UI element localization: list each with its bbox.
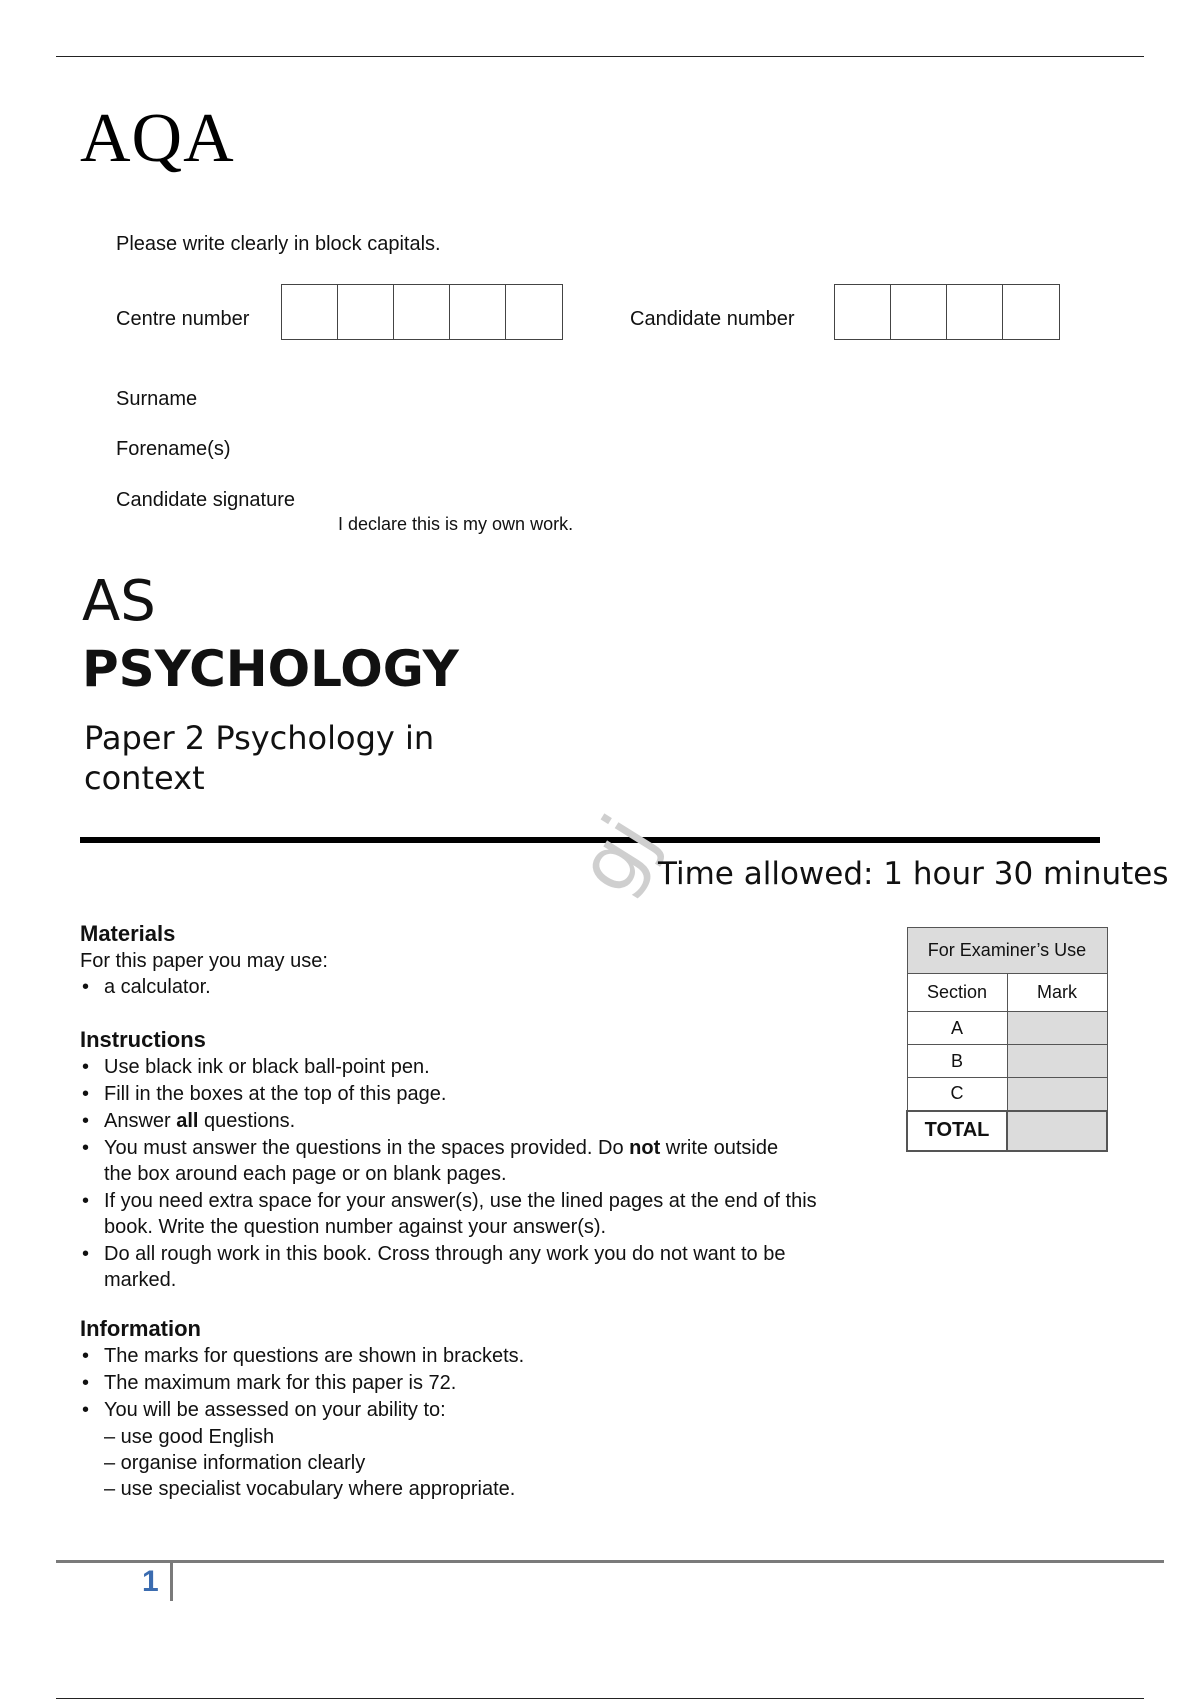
examiner-use-table [906, 927, 1108, 1152]
candidate-number-box[interactable] [1003, 285, 1059, 339]
instruction-item: • Answer all questions. [80, 1108, 860, 1134]
footer-rule [56, 1560, 1164, 1563]
mark-cell [1007, 1045, 1107, 1078]
examiner-use-title: For Examiner’s Use [907, 928, 1107, 974]
instruction-item: • Use black ink or black ball-point pen. [80, 1054, 860, 1080]
total-label: TOTAL [907, 1111, 1007, 1151]
materials-section [80, 920, 860, 1001]
centre-number-box[interactable] [450, 285, 506, 339]
declaration-text: I declare this is my own work. [338, 514, 574, 534]
mark-column-header: Mark [1007, 974, 1107, 1012]
candidate-number-box[interactable] [947, 285, 1003, 339]
materials-item: • a calculator. [80, 974, 860, 1000]
candidate-number-box[interactable] [835, 285, 891, 339]
paper-title: Paper 2 Psychology in context [84, 719, 435, 797]
centre-number-label: Centre number [116, 308, 250, 330]
qualification-level: AS [82, 569, 156, 634]
subject-title: PSYCHOLOGY [82, 640, 459, 698]
information-heading: Information [80, 1316, 201, 1341]
information-section [80, 1315, 860, 1502]
watermark: gj [560, 800, 675, 910]
instruction-item: • Do all rough work in this book. Cross through any work you do not want to be marked. [80, 1241, 844, 1293]
centre-number-box[interactable] [506, 285, 562, 339]
instruction-item: • If you need extra space for your answer(s), use the lined pages at the end of this book. Write the question number against your answer(s). [80, 1188, 864, 1240]
signature-label: Candidate signature [116, 489, 296, 511]
forenames-label: Forename(s) [116, 438, 231, 460]
table-row [907, 1045, 1107, 1078]
table-row [907, 1012, 1107, 1045]
total-row [907, 1111, 1107, 1151]
instruction-item: • Fill in the boxes at the top of this page. [80, 1081, 860, 1107]
candidate-number-label: Candidate number [630, 308, 795, 330]
candidate-number-boxes[interactable] [834, 284, 1060, 340]
instruction-item: • You must answer the questions in the spaces provided. Do not write outside the box around each page or on blank pages. [80, 1135, 804, 1187]
centre-number-boxes[interactable] [281, 284, 563, 340]
section-cell: C [907, 1078, 1007, 1111]
assessment-point: – organise information clearly [104, 1452, 366, 1474]
assessment-point: – use specialist vocabulary where appropriate. [104, 1478, 516, 1500]
page-number: 1 [142, 1565, 159, 1598]
assessment-point: – use good English [104, 1426, 275, 1448]
centre-number-box[interactable] [282, 285, 338, 339]
page-number-divider [170, 1563, 173, 1601]
information-item: • You will be assessed on your ability to: [80, 1397, 860, 1423]
aqa-logo: AQA [80, 100, 235, 177]
block-capitals-instruction: Please write clearly in block capitals. [116, 233, 441, 255]
candidate-number-box[interactable] [891, 285, 947, 339]
centre-number-box[interactable] [394, 285, 450, 339]
bottom-rule [56, 1698, 1144, 1699]
instructions-heading: Instructions [80, 1027, 206, 1052]
materials-intro: For this paper you may use: [80, 950, 328, 972]
section-cell: B [907, 1045, 1007, 1078]
table-row [907, 1078, 1107, 1111]
mark-cell [1007, 1078, 1107, 1111]
section-cell: A [907, 1012, 1007, 1045]
centre-number-box[interactable] [338, 285, 394, 339]
section-column-header: Section [907, 974, 1007, 1012]
surname-label: Surname [116, 388, 198, 410]
instructions-section [80, 1026, 860, 1294]
total-mark-cell [1007, 1111, 1107, 1151]
time-allowed: Time allowed: 1 hour 30 minutes [658, 856, 1169, 892]
mark-cell [1007, 1012, 1107, 1045]
information-item: • The maximum mark for this paper is 72. [80, 1370, 860, 1396]
information-item: • The marks for questions are shown in brackets. [80, 1343, 860, 1369]
top-rule [56, 56, 1144, 57]
materials-heading: Materials [80, 921, 176, 946]
